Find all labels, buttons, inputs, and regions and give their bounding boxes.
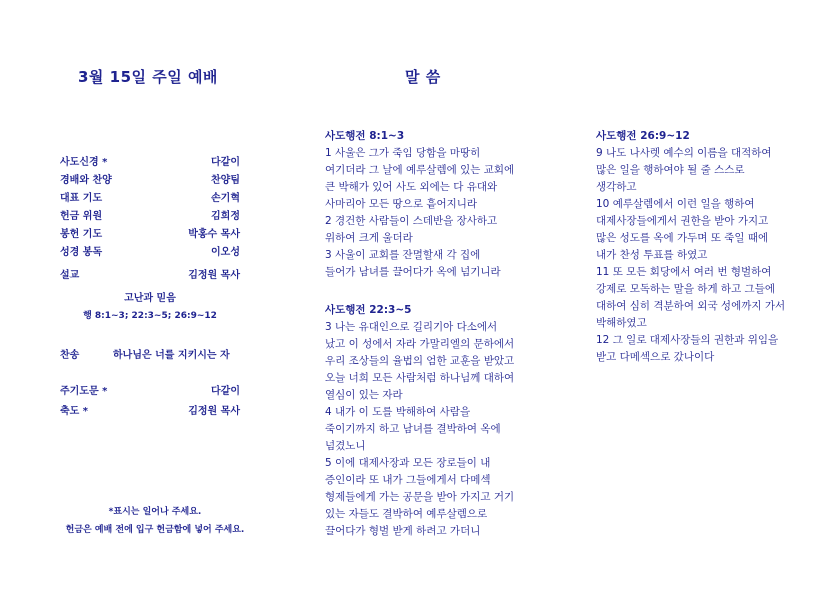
order-item-name: 대표 기도 [60, 193, 103, 204]
sermon-passage: 행 8:1~3; 22:3~5; 26:9~12 [83, 311, 217, 321]
verse-line: 많은 성도를 옥에 가두며 또 죽일 때에 [596, 232, 769, 244]
verse-line: 내가 찬성 투표를 하였고 [596, 249, 708, 261]
verse-line: 2 경건한 사람들이 스데반을 장사하고 [325, 215, 498, 227]
sermon-title: 고난과 믿음 [124, 293, 176, 304]
verse-line: 11 또 모든 회당에서 여러 번 형벌하여 [596, 266, 772, 278]
order-item [60, 207, 240, 221]
verse-line: 10 예루살렘에서 이런 일을 행하여 [596, 198, 755, 210]
order-item [60, 346, 240, 360]
verse-line: 있는 자들도 결박하여 예루살렘으로 [325, 508, 488, 520]
order-item-name: 찬송 [60, 350, 80, 361]
verse-line: 박해하였고 [596, 317, 647, 329]
verse-line: 1 사울은 그가 죽임 당함을 마땅히 [325, 147, 481, 159]
scripture-column-middle [325, 128, 514, 540]
verse-line: 증인이라 또 내가 그들에게서 다메섹 [325, 474, 491, 486]
order-item-name: 사도신경 * [60, 157, 108, 168]
verse-line: 넘겼노니 [325, 440, 366, 452]
hymn-row [60, 346, 240, 360]
scripture-column-right [596, 128, 785, 366]
hymn-title: 하나님은 너를 지키시는 자 [113, 350, 230, 361]
verse-line: 큰 박해가 있어 사도 외에는 다 유대와 [325, 181, 498, 193]
order-of-worship [60, 153, 240, 281]
verse-line: 죽이기까지 하고 남녀를 결박하여 옥에 [325, 423, 501, 435]
order-item-leader: 찬양팀 [211, 175, 240, 186]
verse-line: 4 내가 이 도를 박해하여 사람을 [325, 406, 471, 418]
stand-note: *표시는 일어나 주세요. [108, 507, 202, 517]
order-item [60, 382, 240, 396]
verse-line: 9 나도 나사렛 예수의 이름을 대적하여 [596, 147, 772, 159]
order-item-leader: 손기혁 [211, 193, 240, 204]
order-item [60, 266, 240, 280]
scripture-reference: 사도행전 8:1~3 [325, 130, 405, 142]
closing-section [60, 382, 240, 422]
order-item [60, 153, 240, 167]
verse-line: 들어가 남녀를 끌어다가 옥에 넘기니라 [325, 266, 501, 278]
verse-line: 오늘 너희 모든 사람처럼 하나님께 대하여 [325, 372, 515, 384]
verse-line: 대하여 심히 격분하여 외국 성에까지 가서 [596, 300, 786, 312]
scripture-title: 말 씀 [405, 68, 441, 86]
order-item-leader: 김정원 목사 [188, 406, 240, 417]
order-item-leader: 다같이 [211, 386, 240, 397]
order-item-leader: 박홍수 목사 [188, 229, 240, 240]
order-item-name: 축도 * [60, 406, 89, 417]
verse-line: 여기더라 그 날에 예루살렘에 있는 교회에 [325, 164, 515, 176]
order-item-name: 주기도문 * [60, 386, 108, 397]
offering-note: 헌금은 예배 전에 입구 헌금함에 넣어 주세요. [65, 525, 245, 535]
scripture-reference: 사도행전 22:3~5 [325, 304, 412, 316]
verse-line: 우리 조상들의 율법의 엄한 교훈을 받았고 [325, 355, 515, 367]
verse-line: 강제로 모독하는 말을 하게 하고 그들에 [596, 283, 775, 295]
verse-line: 생각하고 [596, 181, 637, 193]
verse-line: 3 나는 유대인으로 길리기아 다소에서 [325, 321, 498, 333]
order-item-name: 설교 [60, 270, 80, 281]
order-item-leader: 이오성 [211, 247, 240, 258]
scripture-reference: 사도행전 26:9~12 [596, 130, 690, 142]
order-item-name: 성경 봉독 [60, 247, 103, 258]
verse-line: 대제사장들에게서 권한을 받아 가지고 [596, 215, 769, 227]
order-item-leader: 김희정 [211, 211, 240, 222]
order-item-name: 헌금 위원 [60, 211, 103, 222]
verse-line: 받고 다메섹으로 갔나이다 [596, 351, 715, 363]
verse-line: 났고 이 성에서 자라 가말리엘의 문하에서 [325, 338, 515, 350]
order-item [60, 189, 240, 203]
worship-title: 3월 15일 주일 예배 [78, 68, 218, 86]
order-item [60, 243, 240, 257]
verse-line: 형제들에게 가는 공문을 받아 가지고 거기 [325, 491, 515, 503]
verse-line: 끌어다가 형벌 받게 하려고 가더니 [325, 525, 481, 537]
order-item-name: 봉헌 기도 [60, 229, 103, 240]
order-item [60, 402, 240, 416]
verse-line: 열심이 있는 자라 [325, 389, 403, 401]
verse-line: 5 이에 대제사장과 모든 장로들이 내 [325, 457, 491, 469]
order-item-name: 경배와 찬양 [60, 175, 112, 186]
verse-line: 12 그 일로 대제사장들의 권한과 위임을 [596, 334, 779, 346]
order-item [60, 171, 240, 185]
verse-line: 3 사울이 교회를 잔멸할새 각 집에 [325, 249, 481, 261]
order-item-leader: 김정원 목사 [188, 270, 240, 281]
verse-line: 사마리아 모든 땅으로 흩어지니라 [325, 198, 478, 210]
order-item [60, 225, 240, 239]
verse-line: 많은 일을 행하여야 될 줄 스스로 [596, 164, 745, 176]
order-item-leader: 다같이 [211, 157, 240, 168]
verse-line: 위하여 크게 울더라 [325, 232, 413, 244]
